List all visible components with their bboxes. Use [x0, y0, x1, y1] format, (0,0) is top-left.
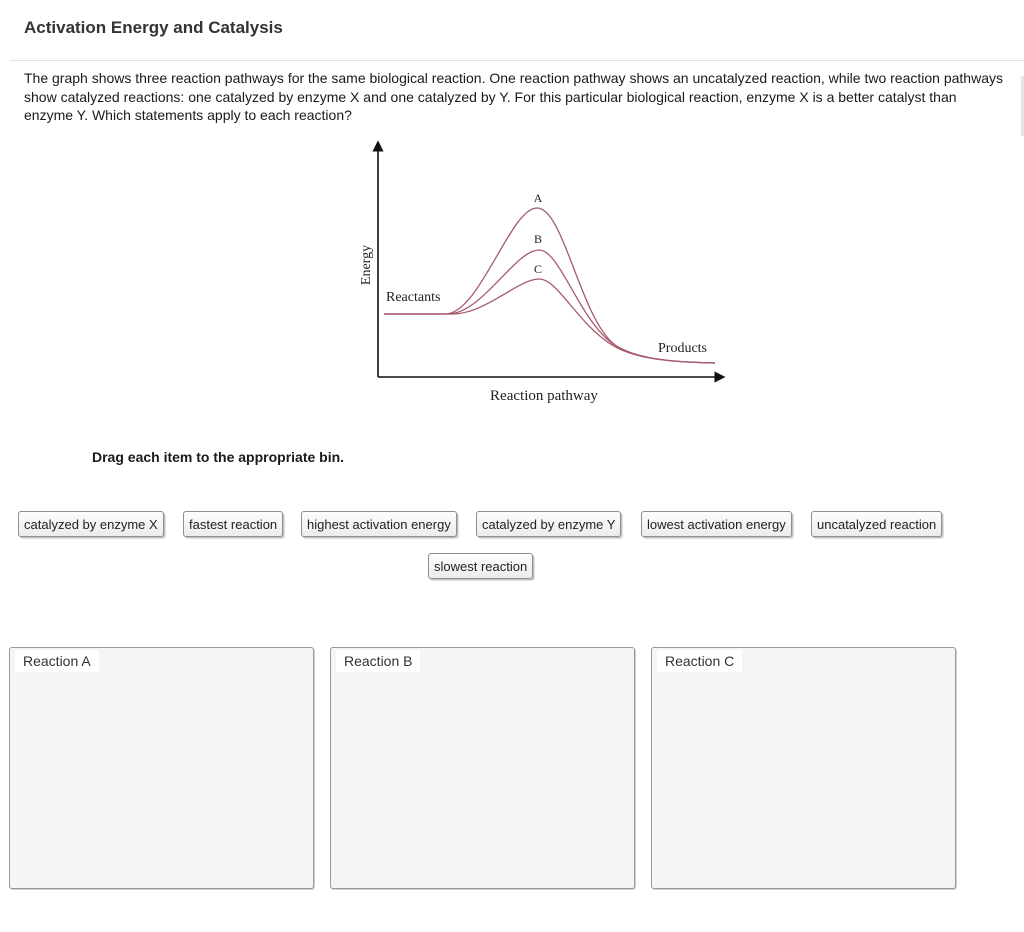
curve-a: [384, 208, 715, 363]
tile-catalyzed-by-enzyme-x[interactable]: catalyzed by enzyme X: [18, 511, 164, 537]
bin-reaction-c[interactable]: [651, 647, 956, 889]
tile-lowest-activation-energy[interactable]: lowest activation energy: [641, 511, 792, 537]
tile-catalyzed-by-enzyme-y[interactable]: catalyzed by enzyme Y: [476, 511, 621, 537]
title-divider: [10, 60, 1024, 61]
curve-label-c: C: [533, 262, 543, 276]
curve-label-b: B: [533, 232, 543, 246]
bin-reaction-a[interactable]: [9, 647, 314, 889]
tile-fastest-reaction[interactable]: fastest reaction: [183, 511, 283, 537]
bin-reaction-b[interactable]: [330, 647, 635, 889]
reactants-label: Reactants: [386, 290, 441, 305]
question-text: The graph shows three reaction pathways for the same biological reaction. One reaction pathway shows an uncatalyzed reaction, while two reaction pathways show catalyzed reactions: one catalyzed by enzyme X and one catalyzed by Y. For this particular biological reaction, enzyme X is a better catalyst than enzyme Y. Which statements apply to each reaction?: [24, 70, 1003, 123]
products-label: Products: [658, 341, 707, 356]
y-axis-label: Energy: [359, 244, 374, 286]
tile-highest-activation-energy[interactable]: highest activation energy: [301, 511, 457, 537]
tile-slowest-reaction[interactable]: slowest reaction: [428, 553, 533, 579]
bin-label: Reaction A: [15, 650, 99, 672]
page-title: Activation Energy and Catalysis: [24, 18, 283, 37]
curve-label-a: A: [533, 191, 543, 205]
drag-instruction: Drag each item to the appropriate bin.: [92, 449, 345, 465]
reaction-energy-graph: [350, 140, 730, 410]
x-axis-label: Reaction pathway: [490, 388, 598, 404]
bin-label: Reaction C: [657, 650, 742, 672]
bin-label: Reaction B: [336, 650, 420, 672]
tile-uncatalyzed-reaction[interactable]: uncatalyzed reaction: [811, 511, 942, 537]
